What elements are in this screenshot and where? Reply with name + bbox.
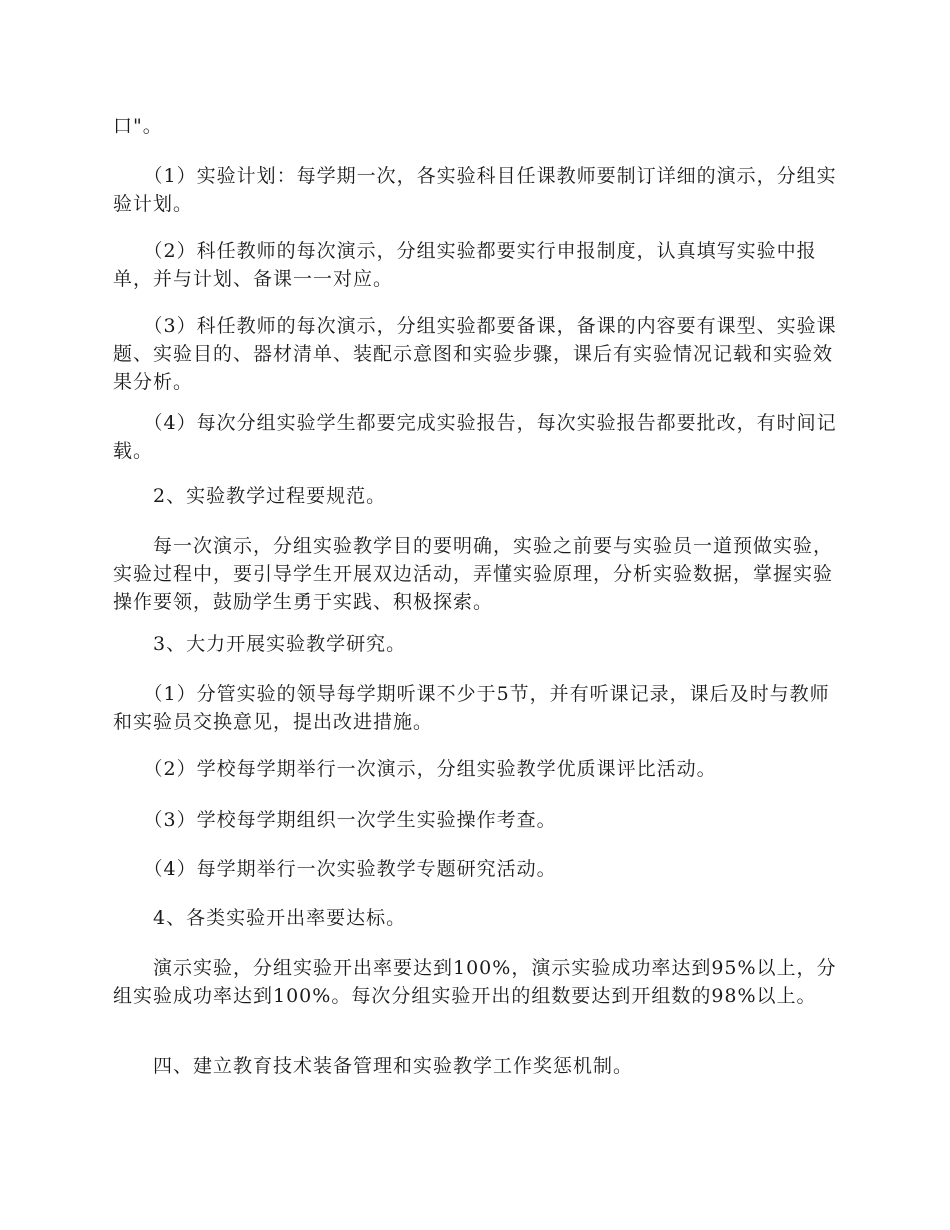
paragraph-3: （3）科任教师的每次演示，分组实验都要备课，备课的内容要有课型、实验课题、实验目的、器材清单、装配示意图和实验步骤，课后有实验情况记载和实验效果分析。	[113, 315, 837, 393]
paragraph-12: 4、各类实验开出率要达标。	[113, 907, 407, 929]
paragraph-2: （2）科任教师的每次演示，分组实验都要实行申报制度，认真填写实验中报单，并与计划、备课一一对应。	[113, 240, 817, 290]
paragraph-5: 2、实验教学过程要规范。	[113, 485, 387, 507]
paragraph-6: 每一次演示，分组实验教学目的要明确，实验之前要与实验员一道预做实验，实验过程中，要引导学生开展双边活动，弄懂实验原理，分析实验数据，掌握实验操作要领，鼓励学生勇于实践、积极探索。	[113, 535, 834, 613]
paragraph-1: （1）实验计划：每学期一次，各实验科目任课教师要制订详细的演示，分组实验计划。	[113, 165, 837, 215]
paragraph-13: 演示实验，分组实验开出率要达到100%，演示实验成功率达到95%以上，分组实验成功率达到100%。每次分组实验开出的组数要达到开组数的98%以上。	[113, 957, 837, 1007]
paragraph-9: （2）学校每学期举行一次演示，分组实验教学优质课评比活动。	[113, 758, 717, 780]
paragraph-0: 口"。	[113, 115, 163, 137]
paragraph-4: （4）每次分组实验学生都要完成实验报告，每次实验报告都要批改，有时间记载。	[113, 412, 837, 462]
paragraph-7: 3、大力开展实验教学研究。	[113, 633, 407, 655]
paragraph-8: （1）分管实验的领导每学期听课不少于5节，并有听课记录，课后及时与教师和实验员交换意见，提出改进措施。	[113, 683, 830, 733]
paragraph-14: 四、建立教育技术装备管理和实验教学工作奖惩机制。	[113, 1055, 634, 1077]
paragraph-11: （4）每学期举行一次实验教学专题研究活动。	[113, 858, 557, 880]
paragraph-10: （3）学校每学期组织一次学生实验操作考查。	[113, 809, 557, 831]
